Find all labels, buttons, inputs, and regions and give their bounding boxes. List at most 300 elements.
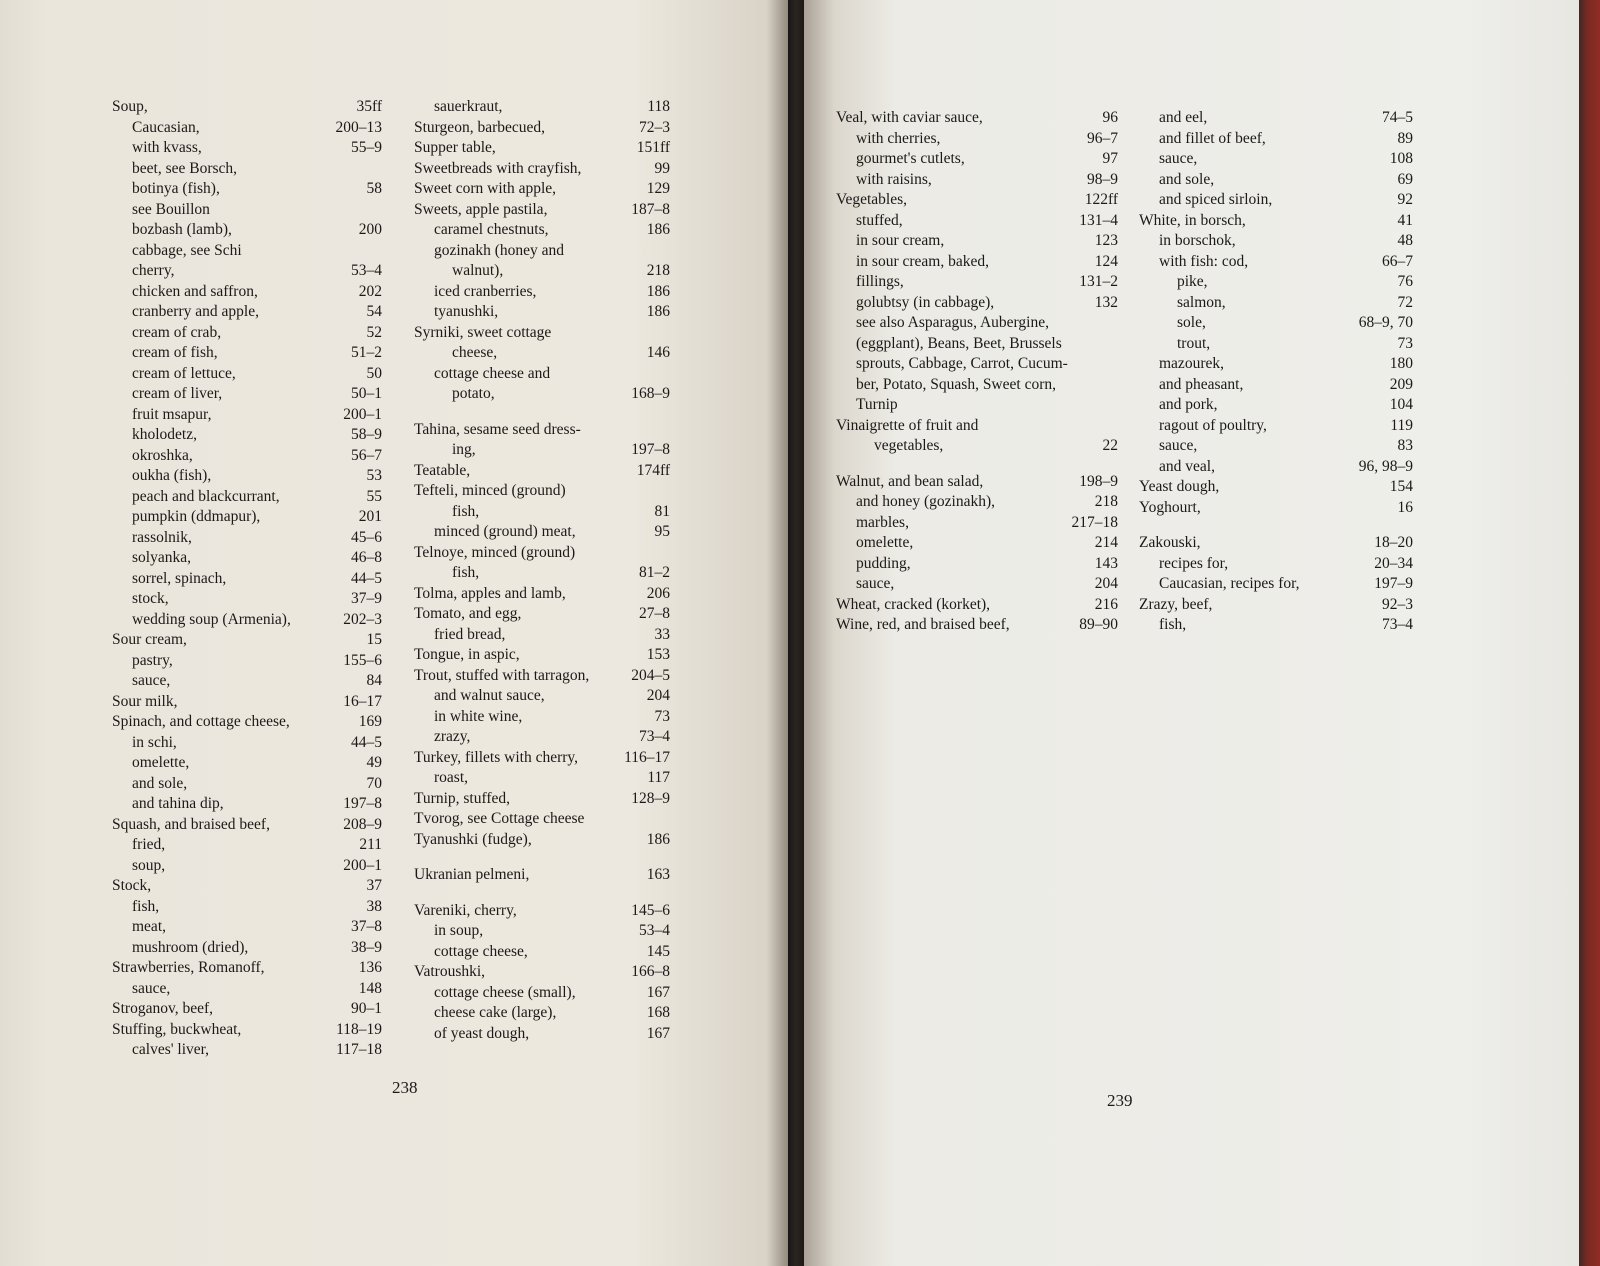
- index-subentry: [112, 938, 382, 959]
- index-subentry: [112, 487, 382, 508]
- index-subentry: [1139, 416, 1413, 437]
- entry-term: with raisins,: [856, 170, 932, 188]
- entry-page-ref: 33: [654, 625, 670, 643]
- index-subentry: [1139, 375, 1413, 396]
- index-subentry: [1139, 252, 1413, 273]
- entry-term: caramel chestnuts,: [434, 221, 549, 238]
- entry-page-ref: 197–8: [631, 441, 670, 458]
- entry-page-ref: 166–8: [631, 963, 670, 980]
- entry-term: and honey (gozinakh),: [856, 493, 996, 510]
- entry-term: tyanushki,: [434, 303, 499, 320]
- entry-term: potato,: [452, 385, 495, 402]
- entry-term: in schi,: [132, 733, 177, 751]
- entry-term: pike,: [1177, 273, 1208, 290]
- entry-term: in soup,: [434, 922, 484, 939]
- entry-term: Ukranian pelmeni,: [414, 866, 530, 883]
- entry-term: cream of fish,: [132, 344, 218, 361]
- index-entry: [836, 108, 1118, 129]
- index-subentry: [414, 282, 670, 303]
- entry-term: and sole,: [132, 774, 188, 792]
- entry-page-ref: 38: [366, 897, 382, 915]
- page-number: 239: [1107, 1091, 1133, 1110]
- entry-page-ref: 74–5: [1382, 109, 1413, 126]
- entry-page-ref: 167: [646, 1024, 670, 1042]
- entry-page-ref: 155–6: [343, 651, 382, 669]
- index-subentry: [112, 261, 382, 282]
- index-subentry: [836, 533, 1118, 554]
- entry-term: meat,: [132, 918, 166, 935]
- index-subentry: [112, 507, 382, 528]
- index-subentry: [112, 118, 382, 139]
- entry-term: Walnut, and bean salad,: [836, 472, 984, 490]
- index-entry: [112, 692, 382, 713]
- index-subentry: [414, 625, 670, 646]
- entry-term: sauce,: [132, 979, 171, 997]
- index-entry: [112, 630, 382, 651]
- index-subentry: [112, 302, 382, 323]
- index-entry: [112, 876, 382, 897]
- index-subentry: [836, 513, 1118, 534]
- entry-page-ref: 95: [654, 523, 670, 540]
- entry-term: cherry,: [132, 262, 175, 279]
- index-subentry: [112, 774, 382, 795]
- entry-page-ref: 200: [358, 221, 382, 238]
- entry-term: mazourek,: [1159, 355, 1224, 372]
- entry-page-ref: 206: [646, 584, 670, 602]
- index-subentry: [1139, 231, 1413, 252]
- entry-page-ref: 50–1: [351, 385, 382, 402]
- index-section-gap: [414, 405, 670, 420]
- index-entry: [112, 999, 382, 1020]
- index-subentry: [414, 97, 670, 118]
- index-entry: [414, 789, 670, 810]
- entry-term: Zakouski,: [1139, 534, 1201, 551]
- entry-page-ref: 72: [1397, 293, 1413, 311]
- entry-page-ref: 18–20: [1374, 534, 1413, 551]
- index-subentry: [112, 323, 382, 344]
- entry-term: cream of liver,: [132, 385, 223, 402]
- index-subentry: [112, 384, 382, 405]
- entry-page-ref: 58: [366, 180, 382, 197]
- entry-term: Trout, stuffed with tarragon,: [414, 666, 590, 684]
- index-subentry: [1139, 108, 1413, 129]
- entry-term: (eggplant), Beans, Beet, Brussels: [856, 334, 1062, 352]
- entry-term: fried,: [132, 836, 166, 853]
- index-subentry: [414, 364, 670, 385]
- entry-term: sauce,: [1159, 437, 1198, 454]
- index-entry: [836, 190, 1118, 211]
- index-subentry: [836, 354, 1118, 375]
- index-subentry: [1139, 170, 1413, 191]
- entry-term: pudding,: [856, 554, 911, 572]
- entry-term: rassolnik,: [132, 528, 192, 546]
- entry-term: Stroganov, beef,: [112, 1000, 214, 1017]
- entry-term: Veal, with caviar sauce,: [836, 109, 983, 126]
- index-subentry: [414, 302, 670, 323]
- entry-term: see also Asparagus, Aubergine,: [856, 314, 1049, 331]
- index-subentry: [1139, 149, 1413, 170]
- entry-page-ref: 46–8: [351, 549, 382, 566]
- entry-page-ref: 73: [654, 707, 670, 725]
- entry-page-ref: 197–8: [343, 795, 382, 812]
- entry-page-ref: 136: [358, 959, 382, 976]
- entry-term: with kvass,: [132, 139, 202, 156]
- entry-page-ref: 124: [1094, 252, 1118, 270]
- entry-term: okroshka,: [132, 446, 193, 464]
- entry-term: Tefteli, minced (ground): [414, 482, 566, 499]
- entry-page-ref: 96, 98–9: [1358, 457, 1413, 475]
- index-subentry: [1139, 354, 1413, 375]
- entry-page-ref: 187–8: [631, 200, 670, 218]
- index-subentry: [836, 293, 1118, 314]
- entry-term: vegetables,: [874, 437, 944, 454]
- entry-term: calves' liver,: [132, 1041, 210, 1058]
- entry-page-ref: 131–4: [1079, 211, 1118, 229]
- entry-page-ref: 118: [647, 98, 670, 115]
- index-subentry: [414, 440, 670, 461]
- entry-page-ref: 35ff: [356, 98, 382, 115]
- entry-term: zrazy,: [434, 728, 471, 745]
- entry-page-ref: 186: [646, 221, 670, 238]
- entry-term: botinya (fish),: [132, 180, 220, 197]
- entry-term: cottage cheese and: [434, 364, 551, 382]
- entry-page-ref: 90–1: [351, 1000, 382, 1017]
- index-subentry: [1139, 554, 1413, 575]
- index-subentry: [112, 200, 382, 221]
- entry-term: Vatroushki,: [414, 963, 486, 980]
- index-section-gap: [836, 457, 1118, 472]
- index-subentry: [112, 179, 382, 200]
- entry-term: mushroom (dried),: [132, 938, 249, 956]
- entry-page-ref: 117–18: [336, 1041, 382, 1058]
- entry-page-ref: 89–90: [1079, 616, 1118, 633]
- index-entry: [112, 1020, 382, 1041]
- index-entry: [414, 901, 670, 922]
- book-cover-edge: [1579, 0, 1600, 1266]
- entry-term: sauce,: [856, 575, 895, 592]
- entry-page-ref: 186: [646, 282, 670, 300]
- entry-term: gourmet's cutlets,: [856, 150, 965, 167]
- index-entry: [836, 472, 1118, 493]
- index-column: [414, 97, 670, 1044]
- entry-term: cranberry and apple,: [132, 303, 259, 320]
- index-subentry: [1139, 129, 1413, 150]
- entry-term: Vareniki, cherry,: [414, 901, 517, 919]
- entry-page-ref: 131–2: [1079, 273, 1118, 290]
- index-entry: [414, 809, 670, 830]
- right-page: [804, 0, 1579, 1266]
- entry-term: oukha (fish),: [132, 467, 212, 484]
- entry-page-ref: 20–34: [1374, 554, 1413, 572]
- entry-page-ref: 204: [1094, 575, 1118, 592]
- entry-term: Sour cream,: [112, 631, 187, 648]
- entry-term: in sour cream,: [856, 232, 945, 249]
- entry-term: and spiced sirloin,: [1159, 191, 1273, 208]
- entry-page-ref: 54: [366, 303, 382, 320]
- index-entry: [414, 118, 670, 139]
- index-subentry: [112, 1040, 382, 1061]
- entry-term: sauce,: [1159, 150, 1198, 167]
- entry-term: in sour cream, baked,: [856, 252, 989, 270]
- entry-page-ref: 143: [1094, 554, 1118, 572]
- entry-page-ref: 198–9: [1079, 472, 1118, 490]
- entry-term: sprouts, Cabbage, Carrot, Cucum-: [856, 355, 1068, 372]
- entry-page-ref: 129: [646, 180, 670, 197]
- entry-page-ref: 81: [654, 502, 670, 520]
- entry-term: and veal,: [1159, 457, 1215, 475]
- entry-term: Tongue, in aspic,: [414, 646, 520, 663]
- entry-term: sole,: [1177, 314, 1206, 331]
- entry-term: sauerkraut,: [434, 98, 503, 115]
- index-subentry: [112, 589, 382, 610]
- entry-page-ref: 58–9: [351, 426, 382, 443]
- entry-page-ref: 168: [646, 1004, 670, 1021]
- entry-term: trout,: [1177, 334, 1211, 352]
- entry-term: and fillet of beef,: [1159, 129, 1266, 147]
- index-subentry: [414, 727, 670, 748]
- entry-term: gozinakh (honey and: [434, 241, 564, 259]
- entry-term: Strawberries, Romanoff,: [112, 959, 265, 976]
- entry-term: recipes for,: [1159, 554, 1229, 572]
- index-entry: [414, 481, 670, 502]
- entry-page-ref: 53: [366, 467, 382, 484]
- index-entry: [414, 748, 670, 769]
- index-subentry: [112, 794, 382, 815]
- entry-page-ref: 73: [1397, 334, 1413, 352]
- index-subentry: [836, 231, 1118, 252]
- index-subentry: [112, 138, 382, 159]
- entry-page-ref: 69: [1397, 170, 1413, 188]
- entry-term: and pork,: [1159, 396, 1218, 413]
- index-subentry: [836, 272, 1118, 293]
- index-subentry: [112, 651, 382, 672]
- index-subentry: [1139, 395, 1413, 416]
- entry-page-ref: 200–13: [335, 118, 382, 136]
- entry-page-ref: 216: [1094, 595, 1118, 613]
- entry-term: Tomato, and egg,: [414, 605, 522, 622]
- index-subentry: [1139, 293, 1413, 314]
- index-entry: [414, 604, 670, 625]
- entry-term: iced cranberries,: [434, 282, 537, 300]
- entry-term: fish,: [452, 564, 480, 581]
- entry-page-ref: 174ff: [636, 461, 670, 479]
- entry-page-ref: 128–9: [631, 789, 670, 807]
- entry-page-ref: 92: [1397, 191, 1413, 208]
- entry-term: pastry,: [132, 651, 173, 669]
- entry-term: solyanka,: [132, 549, 191, 566]
- entry-page-ref: 99: [654, 159, 670, 177]
- index-subentry: [112, 364, 382, 385]
- index-entry: [414, 323, 670, 344]
- entry-page-ref: 118–19: [336, 1020, 382, 1038]
- entry-page-ref: 96–7: [1087, 129, 1118, 147]
- entry-page-ref: 48: [1397, 232, 1413, 249]
- entry-term: bozbash (lamb),: [132, 221, 232, 238]
- index-subentry: [836, 129, 1118, 150]
- entry-term: Zrazy, beef,: [1139, 595, 1213, 613]
- index-subentry: [836, 395, 1118, 416]
- entry-page-ref: 104: [1389, 396, 1413, 413]
- entry-term: Sour milk,: [112, 692, 178, 710]
- index-subentry: [414, 563, 670, 584]
- entry-page-ref: 27–8: [639, 605, 670, 622]
- entry-term: Syrniki, sweet cottage: [414, 323, 552, 341]
- entry-term: Turnip, stuffed,: [414, 789, 511, 807]
- entry-page-ref: 53–4: [351, 262, 382, 279]
- index-entry: [112, 97, 382, 118]
- entry-page-ref: 186: [646, 303, 670, 320]
- entry-page-ref: 200–1: [343, 405, 382, 423]
- entry-term: Tahina, sesame seed dress-: [414, 420, 581, 438]
- entry-page-ref: 92–3: [1382, 595, 1413, 613]
- entry-term: Tvorog, see Cottage cheese: [414, 810, 585, 827]
- entry-term: pumpkin (ddmapur),: [132, 508, 261, 525]
- index-entry: [1139, 477, 1413, 498]
- entry-term: Yoghourt,: [1139, 498, 1201, 516]
- index-subentry: [1139, 313, 1413, 334]
- index-subentry: [112, 241, 382, 262]
- entry-term: sorrel, spinach,: [132, 569, 227, 587]
- index-column: [112, 97, 382, 1061]
- entry-term: Sweetbreads with crayfish,: [414, 159, 582, 177]
- index-entry: [836, 615, 1118, 636]
- index-entry: [1139, 498, 1413, 519]
- entry-term: White, in borsch,: [1139, 211, 1246, 229]
- entry-term: cream of lettuce,: [132, 364, 236, 382]
- entry-term: cheese cake (large),: [434, 1004, 557, 1021]
- index-subentry: [836, 375, 1118, 396]
- entry-term: cheese,: [452, 344, 498, 361]
- entry-term: Caucasian,: [132, 118, 200, 136]
- entry-term: Wine, red, and braised beef,: [836, 616, 1010, 633]
- entry-page-ref: 98–9: [1087, 170, 1118, 188]
- index-subentry: [414, 1003, 670, 1024]
- entry-term: with fish: cod,: [1159, 252, 1249, 270]
- index-entry: [414, 666, 670, 687]
- index-subentry: [1139, 190, 1413, 211]
- entry-page-ref: 84: [366, 672, 382, 689]
- entry-term: beet, see Borsch,: [132, 159, 238, 177]
- index-entry: [414, 179, 670, 200]
- index-entry: [414, 200, 670, 221]
- index-subentry: [836, 492, 1118, 513]
- index-subentry: [112, 917, 382, 938]
- entry-term: Vinaigrette of fruit and: [836, 416, 979, 434]
- entry-page-ref: 145: [646, 942, 670, 960]
- entry-page-ref: 108: [1389, 150, 1413, 167]
- index-subentry: [836, 554, 1118, 575]
- index-entry: [836, 416, 1118, 437]
- entry-page-ref: 218: [646, 262, 670, 279]
- entry-page-ref: 146: [646, 344, 670, 361]
- index-subentry: [112, 856, 382, 877]
- entry-term: Soup,: [112, 98, 148, 115]
- index-subentry: [112, 753, 382, 774]
- entry-page-ref: 180: [1389, 355, 1413, 372]
- entry-term: minced (ground) meat,: [434, 523, 576, 540]
- entry-term: and sole,: [1159, 170, 1215, 188]
- entry-page-ref: 211: [359, 836, 382, 853]
- entry-term: Supper table,: [414, 139, 496, 156]
- index-section-gap: [414, 886, 670, 901]
- entry-page-ref: 208–9: [343, 815, 382, 833]
- entry-page-ref: 201: [358, 508, 382, 525]
- index-subentry: [414, 384, 670, 405]
- entry-page-ref: 76: [1397, 273, 1413, 290]
- index-section-gap: [1139, 518, 1413, 533]
- entry-page-ref: 96: [1102, 109, 1118, 126]
- index-entry: [1139, 595, 1413, 616]
- entry-page-ref: 55–9: [351, 139, 382, 156]
- entry-page-ref: 153: [646, 646, 670, 663]
- index-entry: [1139, 211, 1413, 232]
- entry-page-ref: 41: [1397, 211, 1413, 229]
- index-subentry: [836, 252, 1118, 273]
- entry-term: cottage cheese (small),: [434, 983, 576, 1001]
- index-subentry: [112, 548, 382, 569]
- index-subentry: [112, 979, 382, 1000]
- entry-page-ref: 73–4: [639, 728, 670, 745]
- entry-term: ber, Potato, Squash, Sweet corn,: [856, 375, 1056, 393]
- index-section-gap: [414, 850, 670, 865]
- index-subentry: [414, 241, 670, 262]
- entry-page-ref: 66–7: [1382, 252, 1413, 270]
- index-entry: [1139, 533, 1413, 554]
- entry-term: Caucasian, recipes for,: [1159, 575, 1300, 592]
- entry-term: salmon,: [1177, 293, 1226, 311]
- index-subentry: [112, 446, 382, 467]
- entry-term: and eel,: [1159, 109, 1208, 126]
- index-subentry: [414, 921, 670, 942]
- entry-term: stuffed,: [856, 211, 903, 229]
- entry-term: stock,: [132, 590, 169, 607]
- entry-term: cream of crab,: [132, 323, 222, 341]
- entry-term: see Bouillon: [132, 200, 210, 218]
- left-page: [0, 0, 790, 1266]
- index-subentry: [414, 522, 670, 543]
- index-subentry: [112, 159, 382, 180]
- index-subentry: [1139, 574, 1413, 595]
- index-entry: [112, 712, 382, 733]
- entry-term: Yeast dough,: [1139, 478, 1220, 495]
- entry-page-ref: 132: [1094, 293, 1118, 311]
- index-entry: [414, 584, 670, 605]
- entry-page-ref: 209: [1389, 375, 1413, 393]
- entry-term: with cherries,: [856, 129, 941, 147]
- page-number: 238: [392, 1078, 418, 1097]
- entry-page-ref: 197–9: [1374, 575, 1413, 592]
- entry-term: kholodetz,: [132, 426, 197, 443]
- entry-term: Turkey, fillets with cherry,: [414, 748, 579, 766]
- entry-page-ref: 72–3: [639, 118, 670, 136]
- index-subentry: [1139, 436, 1413, 457]
- index-subentry: [414, 261, 670, 282]
- entry-page-ref: 44–5: [351, 569, 382, 587]
- entry-page-ref: 217–18: [1071, 513, 1118, 531]
- entry-term: Wheat, cracked (korket),: [836, 595, 991, 613]
- entry-term: omelette,: [132, 754, 190, 771]
- index-subentry: [112, 528, 382, 549]
- entry-page-ref: 186: [646, 830, 670, 848]
- book-gutter: [788, 0, 804, 1266]
- entry-page-ref: 53–4: [639, 922, 670, 939]
- index-entry: [112, 958, 382, 979]
- index-subentry: [1139, 615, 1413, 636]
- entry-page-ref: 117: [647, 769, 670, 786]
- entry-page-ref: 214: [1094, 534, 1118, 551]
- index-entry: [414, 865, 670, 886]
- index-entry: [414, 461, 670, 482]
